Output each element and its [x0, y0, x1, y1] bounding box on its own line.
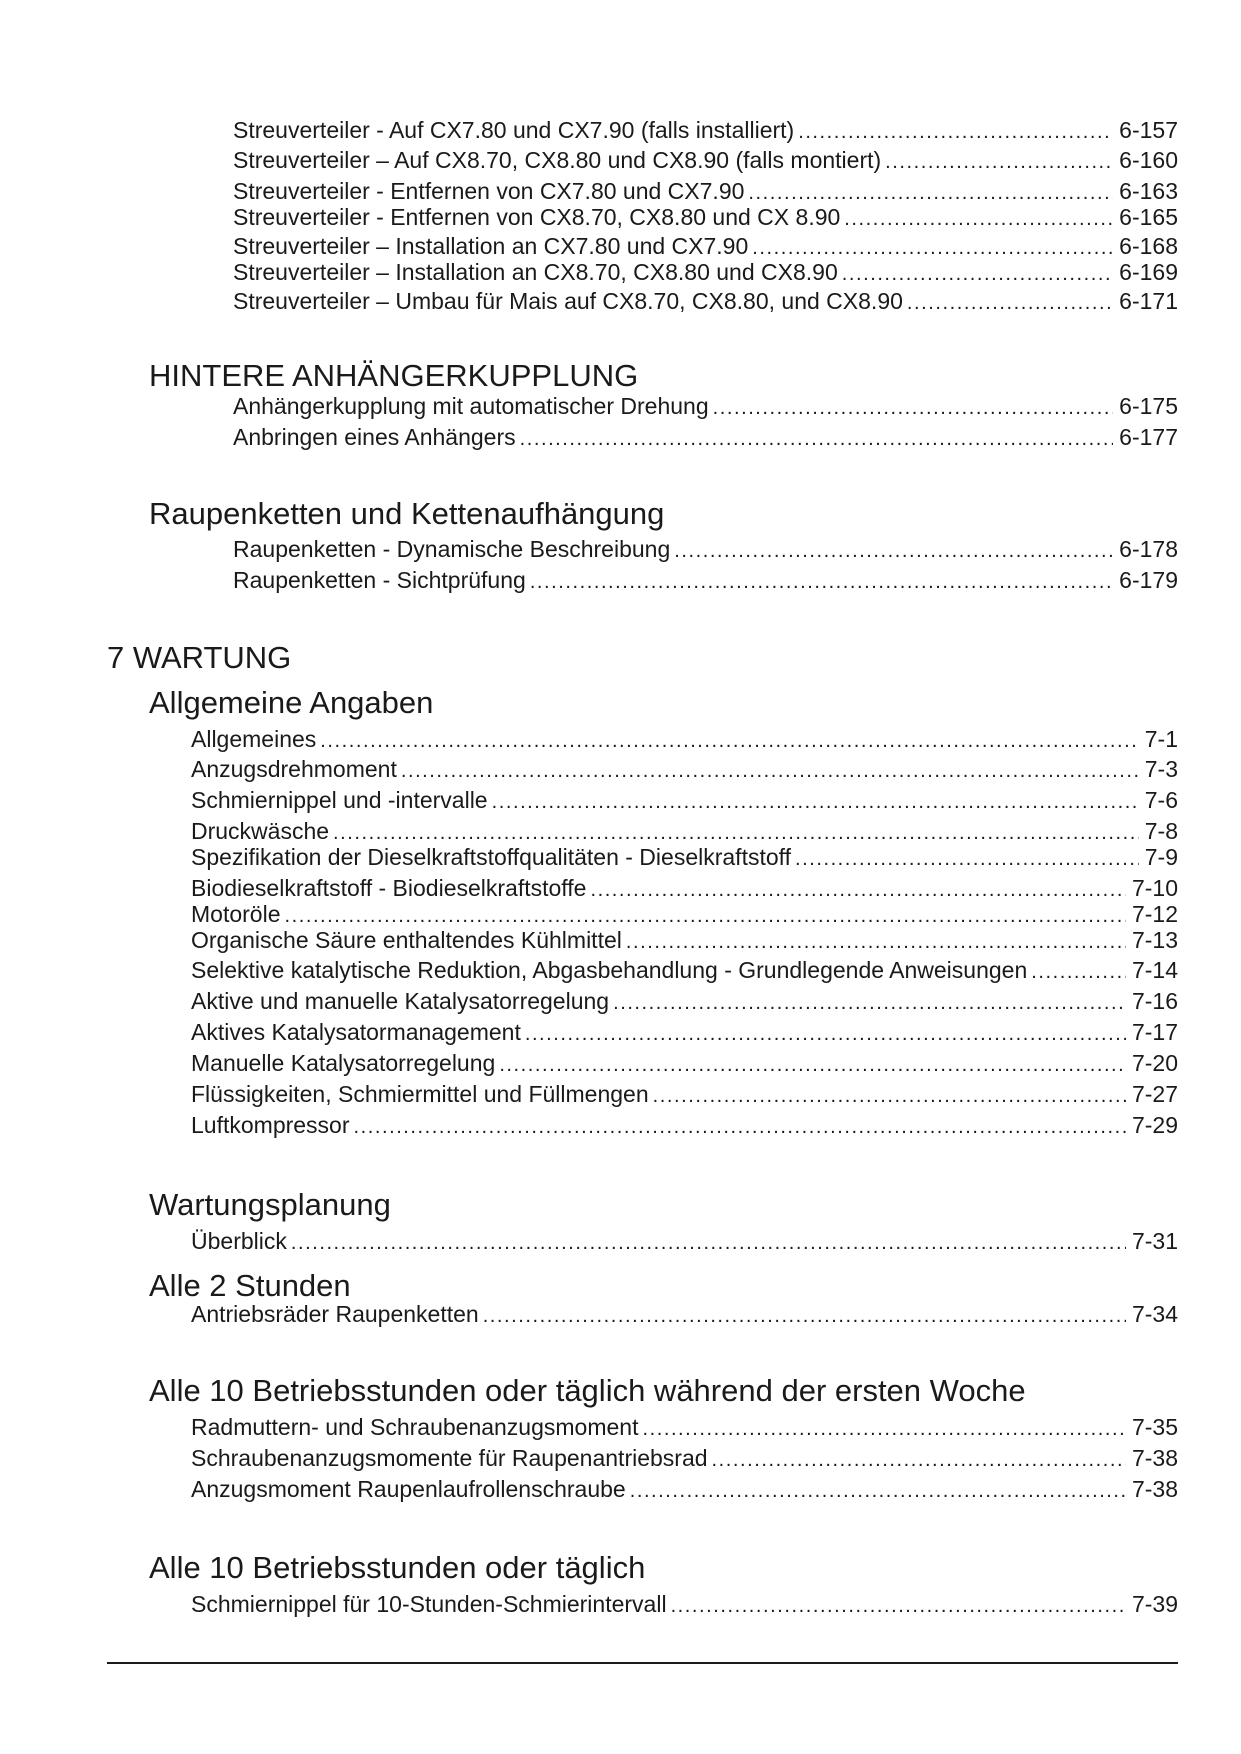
toc-entry-page: 7-39 [1131, 1591, 1178, 1617]
toc-entry-page: 7-38 [1131, 1476, 1178, 1502]
toc-entry-title: Streuverteiler – Auf CX8.70, CX8.80 und CX8.90 (falls montiert) [233, 147, 882, 173]
toc-entry-title: Druckwäsche [191, 818, 330, 844]
section-heading: Alle 10 Betriebsstunden oder täglich [149, 1550, 646, 1585]
dot-leader [520, 423, 1114, 453]
toc-entry-page: 7-20 [1131, 1050, 1178, 1076]
section-heading: Wartungsplanung [149, 1187, 391, 1222]
toc-entry[interactable] [233, 287, 1178, 317]
toc-entry-page: 7-10 [1131, 875, 1178, 901]
dot-leader [320, 725, 1138, 755]
toc-entry-page: 6-169 [1119, 259, 1178, 285]
toc-entry[interactable] [191, 1444, 1178, 1474]
toc-entry[interactable] [233, 423, 1178, 453]
toc-entry-title: Schmiernippel für 10-Stunden-Schmierintervall [191, 1591, 667, 1617]
toc-entry[interactable] [191, 956, 1178, 986]
toc-entry-title: Streuverteiler – Installation an CX8.70, CX8.80 und CX8.90 [233, 259, 838, 285]
toc-entry-page: 7-3 [1144, 756, 1178, 782]
toc-entry-page: 6-160 [1119, 147, 1178, 173]
section-heading: Raupenketten und Kettenaufhängung [149, 496, 665, 531]
dot-leader [483, 1300, 1126, 1330]
toc-entry[interactable] [233, 146, 1178, 176]
toc-entry-title: Raupenketten - Dynamische Beschreibung [233, 536, 671, 562]
toc-entry-title: Biodieselkraftstoff - Biodieselkraftstoffe [191, 875, 587, 901]
dot-leader [671, 1590, 1126, 1620]
toc-entry-title: Streuverteiler - Entfernen von CX7.80 und CX7.90 [233, 178, 745, 204]
toc-entry-page: 7-17 [1131, 1019, 1178, 1045]
toc-entry-page: 7-35 [1131, 1414, 1178, 1440]
section-heading: Allgemeine Angaben [149, 685, 434, 720]
toc-entry[interactable] [191, 786, 1178, 816]
toc-entry-page: 6-175 [1119, 393, 1178, 419]
toc-entry-title: Allgemeines [191, 726, 317, 752]
toc-entry[interactable] [191, 1049, 1178, 1079]
chapter-title: 7 WARTUNG [107, 640, 292, 675]
toc-entry[interactable] [233, 203, 1178, 233]
toc-entry-page: 6-179 [1119, 567, 1178, 593]
dot-leader [613, 987, 1126, 1017]
toc-entry[interactable] [233, 116, 1178, 146]
toc-entry-page: 6-171 [1119, 288, 1178, 314]
toc-entry-page: 7-38 [1131, 1445, 1178, 1471]
toc-entry-page: 7-13 [1131, 927, 1178, 953]
toc-entry-title: Spezifikation der Dieselkraftstoffqualitäten - Dieselkraftstoff [191, 844, 791, 870]
toc-entry-title: Schraubenanzugsmomente für Raupenantriebsrad [191, 1445, 708, 1471]
toc-entry-title: Streuverteiler - Entfernen von CX8.70, CX8.80 und CX 8.90 [233, 204, 841, 230]
dot-leader [525, 1018, 1126, 1048]
toc-entry[interactable] [191, 987, 1178, 1017]
dot-leader [354, 1111, 1126, 1141]
dot-leader [795, 843, 1139, 873]
dot-leader [630, 1475, 1126, 1505]
toc-entry-page: 7-12 [1131, 901, 1178, 927]
toc-entry[interactable] [191, 1475, 1178, 1505]
toc-entry[interactable] [191, 1018, 1178, 1048]
dot-leader [291, 1227, 1126, 1257]
toc-entry[interactable] [191, 1590, 1178, 1620]
dot-leader [642, 1413, 1125, 1443]
toc-entry-page: 6-165 [1119, 204, 1178, 230]
dot-leader [1031, 956, 1126, 986]
toc-entry-title: Streuverteiler - Auf CX7.80 und CX7.90 (falls installiert) [233, 117, 795, 143]
dot-leader [401, 755, 1139, 785]
toc-entry-title: Motoröle [191, 901, 281, 927]
toc-entry-page: 7-34 [1131, 1301, 1178, 1327]
section-heading: HINTERE ANHÄNGERKUPPLUNG [149, 358, 639, 393]
toc-entry-title: Anhängerkupplung mit automatischer Drehung [233, 393, 709, 419]
toc-entry[interactable] [233, 392, 1178, 422]
toc-entry[interactable] [233, 535, 1178, 565]
toc-entry[interactable] [191, 843, 1178, 873]
toc-entry-page: 6-168 [1119, 233, 1178, 259]
toc-entry[interactable] [191, 1300, 1178, 1330]
dot-leader [713, 392, 1114, 422]
toc-entry-title: Radmuttern- und Schraubenanzugsmoment [191, 1414, 639, 1440]
toc-entry-title: Luftkompressor [191, 1112, 350, 1138]
toc-entry[interactable] [191, 1080, 1178, 1110]
toc-entry[interactable] [191, 755, 1178, 785]
toc-entry-title: Überblick [191, 1228, 287, 1254]
toc-entry-title: Manuelle Katalysatorregelung [191, 1050, 496, 1076]
dot-leader [842, 258, 1113, 288]
toc-entry-title: Antriebsräder Raupenketten [191, 1301, 479, 1327]
toc-entry-title: Aktives Katalysatormanagement [191, 1019, 521, 1045]
toc-entry-page: 7-29 [1131, 1112, 1178, 1138]
dot-leader [798, 116, 1113, 146]
toc-entry-page: 7-27 [1131, 1081, 1178, 1107]
section-heading: Alle 2 Stunden [149, 1268, 351, 1303]
dot-leader [653, 1080, 1126, 1110]
toc-entry-page: 7-16 [1131, 988, 1178, 1014]
toc-entry-title: Organische Säure enthaltendes Kühlmittel [191, 927, 622, 953]
dot-leader [492, 786, 1139, 816]
dot-leader [499, 1049, 1126, 1079]
toc-entry-page: 7-6 [1144, 787, 1178, 813]
toc-entry-title: Streuverteiler – Installation an CX7.80 und CX7.90 [233, 233, 749, 259]
section-heading: Alle 10 Betriebsstunden oder täglich während der ersten Woche [149, 1373, 1026, 1408]
dot-leader [844, 203, 1113, 233]
dot-leader [674, 535, 1113, 565]
toc-entry-title: Anbringen eines Anhängers [233, 424, 516, 450]
toc-entry[interactable] [191, 926, 1178, 956]
toc-entry[interactable] [191, 1413, 1178, 1443]
toc-entry[interactable] [233, 566, 1178, 596]
toc-entry[interactable] [233, 258, 1178, 288]
toc-entry-title: Streuverteiler – Umbau für Mais auf CX8.70, CX8.80, und CX8.90 [233, 288, 903, 314]
footer-rule [107, 1662, 1178, 1664]
dot-leader [712, 1444, 1126, 1474]
toc-entry-page: 7-1 [1144, 726, 1178, 752]
dot-leader [530, 566, 1113, 596]
toc-entry[interactable] [191, 725, 1178, 755]
toc-entry[interactable] [191, 1227, 1178, 1257]
toc-entry-title: Raupenketten - Sichtprüfung [233, 567, 526, 593]
toc-entry-title: Aktive und manuelle Katalysatorregelung [191, 988, 610, 1014]
toc-entry-page: 6-177 [1119, 424, 1178, 450]
toc-entry-title: Selektive katalytische Reduktion, Abgasbehandlung - Grundlegende Anweisungen [191, 957, 1028, 983]
toc-entry-title: Anzugsmoment Raupenlaufrollenschraube [191, 1476, 626, 1502]
dot-leader [907, 287, 1113, 317]
toc-entry-title: Anzugsdrehmoment [191, 756, 397, 782]
toc-entry-page: 6-178 [1119, 536, 1178, 562]
toc-entry-page: 7-14 [1131, 957, 1178, 983]
toc-entry-page: 6-157 [1119, 117, 1178, 143]
toc-entry-page: 7-31 [1131, 1228, 1178, 1254]
toc-entry[interactable] [191, 1111, 1178, 1141]
toc-entry-page: 6-163 [1119, 178, 1178, 204]
dot-leader [626, 926, 1126, 956]
dot-leader [885, 146, 1113, 176]
toc-entry-page: 7-9 [1144, 844, 1178, 870]
toc-entry-title: Flüssigkeiten, Schmiermittel und Füllmengen [191, 1081, 649, 1107]
toc-entry-page: 7-8 [1144, 818, 1178, 844]
toc-entry-title: Schmiernippel und -intervalle [191, 787, 488, 813]
